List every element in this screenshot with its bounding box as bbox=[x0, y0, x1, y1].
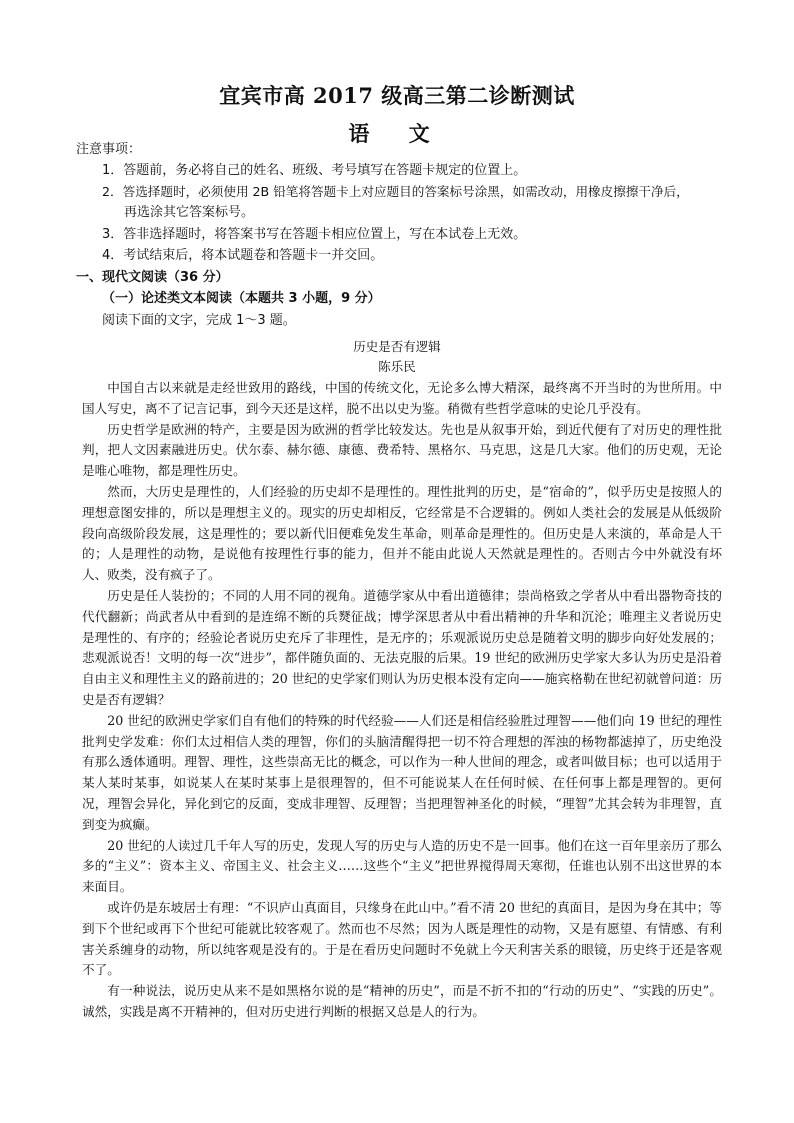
article-paragraph: 历史是任人装扮的；不同的人用不同的视角。道德学家从中看出道德律；崇尚格致之学者从中看出器物奇技的代代翻新；尚武者从中看到的是连绵不断的兵燹征战；博学深思者从中看出精神的升华和沉沦；唯理主义者说历史是理性的、有序的；经验论者说历史充斥了非理性，是无序的；乐观派说历史总是随着文明的脚步向好处发展的；悲观派说否！文明的每一次“进步”，都伴随负面的、无法克服的后果。19 世纪的欧洲历史学家大多认为历史是沿着自由主义和理性主义的路前进的；20 世纪的史学家们则认为历史根本没有定向——施宾格勒在世纪初就曾问道：历史是否有逻辑？ bbox=[82, 587, 722, 707]
article-paragraph: 然而，大历史是理性的，人们经验的历史却不是理性的。理性批判的历史，是“宿命的”，似乎历史是按照人的理想意图安排的，所以是理想主义的。现实的历史却相反，它经常是不合逻辑的。例如人类社会的发展是从低级阶段向高级阶段发展，这是理性的；要以新代旧便难免发生革命，则革命是理性的。但历史是人来演的，革命是人干的；人是理性的动物，是说他有按理性行事的能力，但并不能由此说人天然就是理性的。否则古今中外就没有坏人、败类，没有疯子了。 bbox=[82, 483, 722, 583]
notice-item-2-cont: 再选涂其它答案标号。 bbox=[124, 205, 255, 220]
article-paragraph: 或许仍是东坡居士有理：“不识庐山真面目，只缘身在此山中。”看不清 20 世纪的真面目，是因为身在其中；等到下个世纪或再下个世纪可能就比较客观了。然而也不尽然；因为人既是理性的动物，又是有愿望、有情感、有利害关系缠身的动物，所以纯客观是没有的。于是在看历史问题时不免就上今天利害关系的眼镜，历史终于还是客观不了。 bbox=[82, 899, 722, 978]
notice-item-1: 1．答题前，务必将自己的姓名、班级、考号填写在答题卡规定的位置上。 bbox=[102, 163, 527, 178]
notice-item-3: 3．答非选择题时，将答案书写在答题卡相应位置上，写在本试卷上无效。 bbox=[102, 227, 527, 242]
article-paragraph: 20 世纪的欧洲史学家们自有他们的特殊的时代经验——人们还是相信经验胜过理智——他们向 19 世纪的理性批判史学发难：你们太过相信人类的理智，你们的头脑清醒得把一切不符合理想的浑浊的杨物都滤掉了，历史绝没有那么透体通明。理智、理性，这些崇高无比的概念，可以作为一种人世间的理念，或者叫做目标；也可以适用于某人某时某事，如说某人在某时某事上是很理智的，但不可能说某人在任何时候、在任何事上都是理智的。更何况，理智会异化，异化到它的反面，变成非理智、反理智；当把理智神圣化的时候，“理智”尤其会转为非理智，直到变为疯癫。 bbox=[82, 712, 722, 832]
exam-subject: 语 文 bbox=[348, 121, 446, 146]
section-instruction: 阅读下面的文字，完成 1～3 题。 bbox=[102, 313, 296, 328]
article-paragraph: 有一种说法，说历史从来不是如黑格尔说的是“精神的历史”，而是不折不扣的“行动的历史”、“实践的历史”。诚然，实践是离不开精神的，但对历史进行判断的根据又总是人的行为。 bbox=[82, 983, 722, 1019]
notice-item-2: 2．答选择题时，必须使用 2B 铅笔将答题卡上对应题目的答案标号涂黑，如需改动，用橡皮擦擦干净后， bbox=[102, 184, 689, 199]
exam-title: 宜宾市高 2017 级高三第二诊断测试 bbox=[219, 83, 575, 108]
section-subheading: （一）论述类文本阅读（本题共 3 小题，9 分） bbox=[102, 291, 381, 306]
article-paragraph: 历史哲学是欧洲的特产，主要是因为欧洲的哲学比较发达。先也是从叙事开始，到近代便有了对历史的理性批判，把人文因素融进历史。伏尔泰、赫尔德、康德、费希特、黑格尔、马克思，这是几大家。他们的历史观，无论是唯心唯物，都是理性历史。 bbox=[82, 421, 722, 479]
section-heading: 一、现代文阅读（36 分） bbox=[76, 270, 229, 285]
article-author: 陈乐民 bbox=[378, 359, 416, 374]
notice-item-4: 4．考试结束后，将本试题卷和答题卡一并交回。 bbox=[102, 248, 384, 263]
notice-heading: 注意事项： bbox=[76, 142, 142, 157]
article-title: 历史是否有逻辑 bbox=[353, 339, 441, 354]
article-paragraph: 中国自古以来就是走经世致用的路线，中国的传统文化，无论多么博大精深，最终离不开当时的为世所用。中国人写史，离不了记言记事，到今天还是这样，脱不出以史为鉴。稍微有些哲学意味的史论几乎没有。 bbox=[82, 380, 722, 416]
article-paragraph: 20 世纪的人读过几千年人写的历史，发现人写的历史与人造的历史不是一回事。他们在这一百年里亲历了那么多的“主义”：资本主义、帝国主义、社会主义……这些个“主义”把世界搅得周天寒彻，任谁也认别不出这世界的本来面目。 bbox=[82, 837, 722, 895]
article-body bbox=[82, 378, 722, 1023]
